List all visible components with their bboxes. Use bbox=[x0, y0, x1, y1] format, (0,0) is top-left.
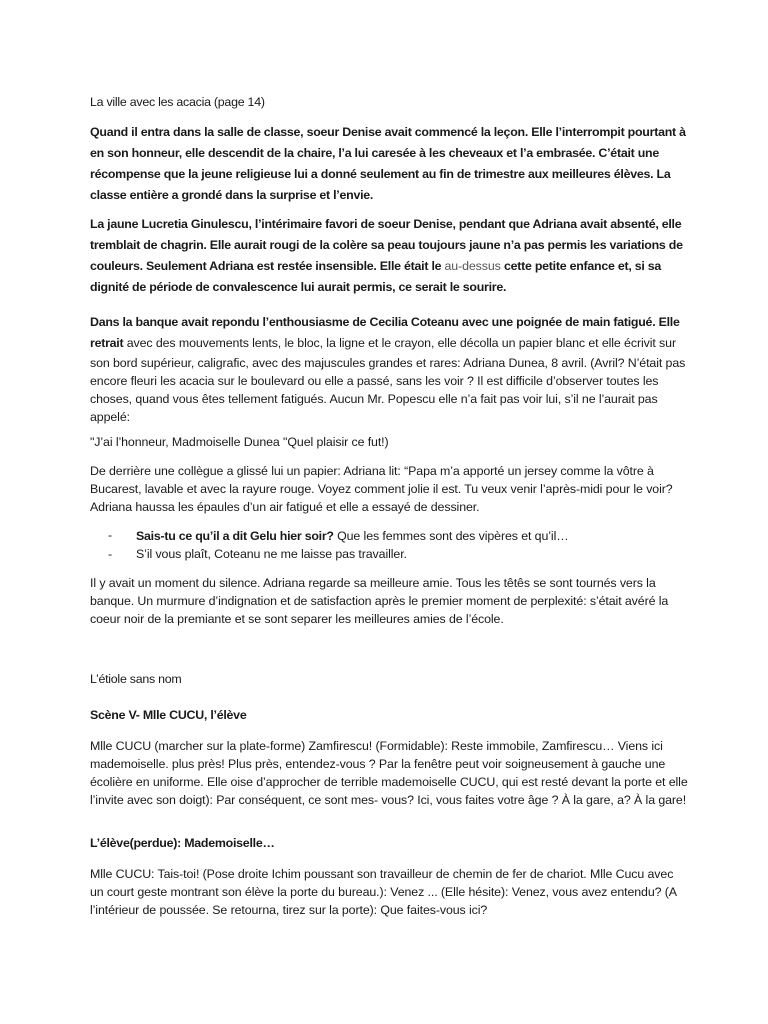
dialogue-list bbox=[90, 526, 690, 566]
paragraph-derriere: De derrière une collègue a glissé lui un papier: Adriana lit: “Papa m’a apporté un jersey comme la vôtre à Bucarest, lavable et avec la rayure rouge. Voyez comment jolie il est. Tu veux venir l’après-midi pour le voir? Adriana haussa les épaules d’un air fatigué et elle a essayé de dessiner. bbox=[90, 464, 673, 514]
list-dash: - bbox=[108, 547, 113, 561]
paragraph-lucretia-part-b: cette petite enfance et, si sa dignité de période de convalescence lui aurait permis, ce serait le sourire. bbox=[90, 259, 662, 294]
scene-heading: Scène V- Mlle CUCU, l’élève bbox=[90, 708, 247, 722]
paragraph-lucretia-part-a: La jaune Lucretia Ginulescu, l’intérimaire favori de soeur Denise, pendant que Adriana avait absenté, elle tremblait de chagrin. Elle aurait rougi de la colère sa peau toujours jaune n’a pas permis les variations de couleurs. Seulement Adriana est restée insensible. Elle était le bbox=[90, 217, 683, 273]
list-item-bold: Sais-tu ce qu’il a dit Gelu hier soir? bbox=[136, 529, 334, 543]
paragraph-lucretia bbox=[90, 214, 690, 298]
paragraph-banque-rest: avec des mouvements lents, le bloc, la ligne et le crayon, elle décolla un papier blanc et elle écrivit sur son bord supérieur, caligrafic, avec des majuscules grandes et rares: Adriana Dunea, 8 avril. (Avril? N’était pas encore fleuri les acacia sur le boulevard ou elle a passé, sans les voir ? Il est difficile d’observer toutes les choses, quand vous êtes tellement fatigués. Aucun Mr. Popescu elle n’a fait pas voir lui, s’il ne l’aurait pas appelé: bbox=[90, 336, 686, 424]
list-item-text: S’il vous plaît, Coteanu ne me laisse pas travailler. bbox=[136, 547, 407, 561]
paragraph-classe: Quand il entra dans la salle de classe, soeur Denise avait commencé la leçon. Elle l’interrompit pourtant à en son honneur, elle descendit de la chaire, l’a lui caresée à les cheveaux et l’a embrasée. C’était une récompense que la jeune religieuse lui a donné seulement au fin de trimestre aux meilleures élèves. La classe entière a grondé dans la surprise et l’envie. bbox=[90, 125, 686, 202]
paragraph-silence: Il y avait un moment du silence. Adriana regarde sa meilleure amie. Tous les têtês se sont tournés vers la banque. Un murmure d’indignation et de satisfaction après le premier moment de perplexité: s’était avéré la coeur noir de la premiante et se sont separer les meilleures amies de l’école. bbox=[90, 576, 669, 626]
paragraph-honneur: "J’ai l’honneur, Madmoiselle Dunea "Quel plaisir ce fut!) bbox=[90, 435, 389, 449]
section-title-etiole: L’étiole sans nom bbox=[90, 672, 182, 686]
paragraph-lucretia-gray-word: au-dessus bbox=[444, 259, 501, 273]
paragraph-mlle-cucu: Mlle CUCU (marcher sur la plate-forme) Zamfirescu! (Formidable): Reste immobile, Zamfirescu… Viens ici mademoiselle. plus près! Plus près, entendez-vous ? Par la fenêtre peut voir soigneusement à gauche une écolière en uniforme. Elle oise d’approcher de terrible mademoiselle CUCU, qui est resté devant la porte et elle l’invite avec son doigt): Par conséquent, ce sont mes- vous? Ici, vous faites votre âge ? À la gare, a? À la gare! bbox=[90, 739, 688, 807]
list-dash: - bbox=[108, 528, 113, 542]
paragraph-tais-toi: Mlle CUCU: Tais-toi! (Pose droite Ichim poussant son travailleur de chemin de fer de chariot. Mlle Cucu avec un court geste montrant son élève la porte du bureau.): Venez ... (Elle hésite): Venez, vous avez entendu? (A l’intérieur de poussée. Se retourna, tirez sur la porte): Que faites-vous ici? bbox=[90, 867, 677, 917]
section-title-ville: La ville avec les acacia (page 14) bbox=[90, 95, 265, 109]
list-item-text bbox=[136, 526, 569, 547]
list-item-rest: Que les femmes sont des vipères et qu’il… bbox=[333, 529, 569, 543]
paragraph-banque bbox=[90, 312, 690, 426]
dialogue-eleve: L’élève(perdue): Mademoiselle… bbox=[90, 836, 275, 850]
paragraph-banque-bold: Dans la banque avait repondu l’enthousiasme de Cecilia Coteanu avec une poignée de main fatigué. Elle retrait bbox=[90, 315, 680, 350]
